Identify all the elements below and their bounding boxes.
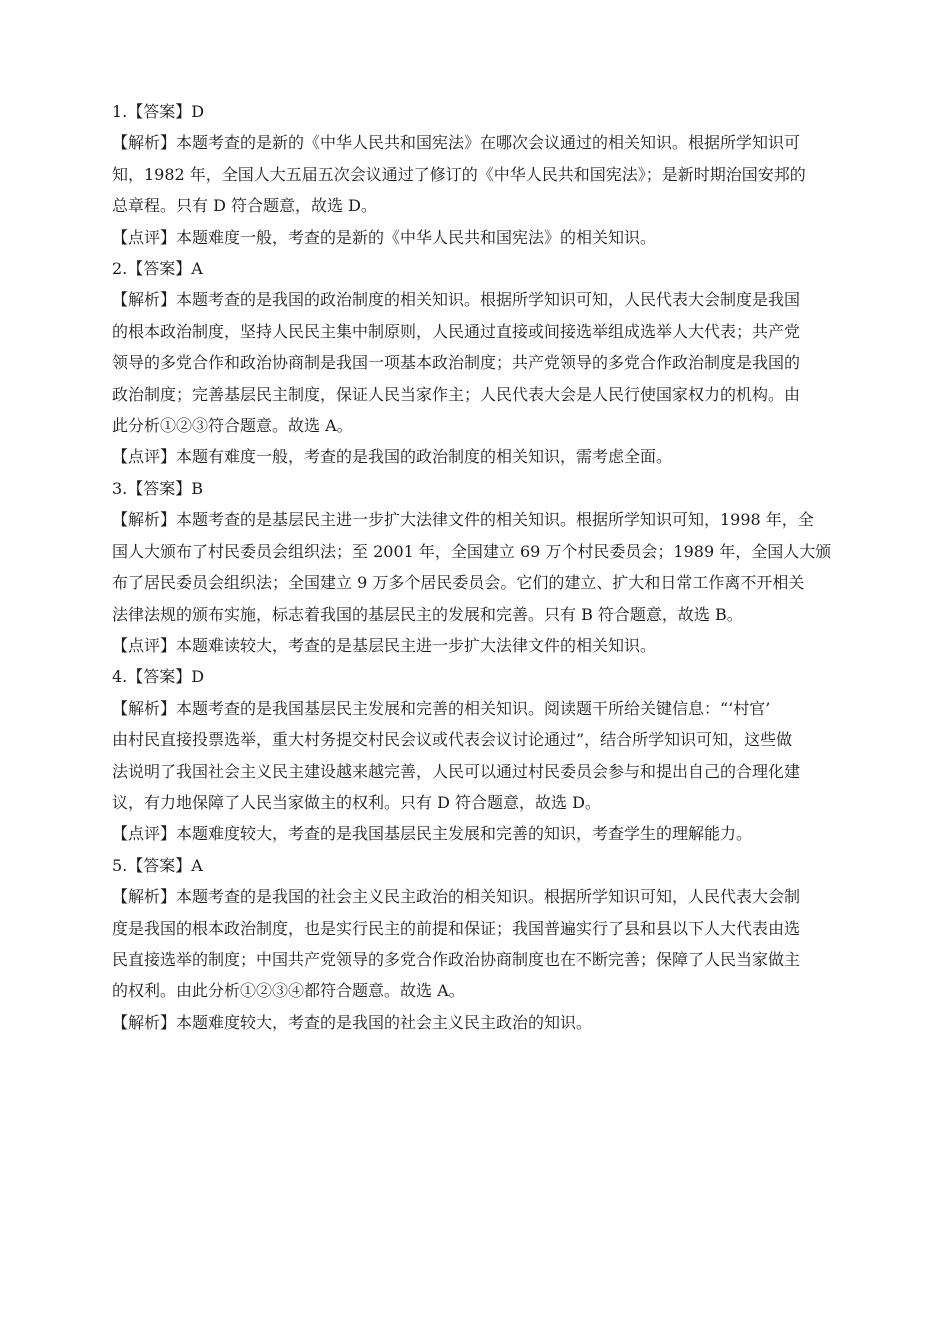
answer-line: 5.【答案】A bbox=[112, 855, 203, 875]
comment-line: 【点评】本题难度较大，考查的是我国基层民主发展和完善的知识，考查学生的理解能力。 bbox=[112, 824, 753, 844]
comment-line: 【点评】本题有难度一般，考查的是我国的政治制度的相关知识，需考虑全面。 bbox=[112, 447, 673, 467]
analysis-paragraph bbox=[112, 284, 846, 441]
question-block-5 bbox=[112, 850, 846, 1038]
analysis-line: 由村民直接投票选举，重大村务提交村民会议或代表会议讨论通过”，结合所学知识可知，这些做 bbox=[112, 730, 793, 750]
answer-document bbox=[112, 96, 846, 1038]
analysis-line: 民直接选举的制度；中国共产党领导的多党合作政治协商制度也在不断完善；保障了人民当家做主 bbox=[112, 949, 801, 969]
analysis-line: 法律法规的颁布实施，标志着我国的基层民主的发展和完善。只有 B 符合题意，故选 B。 bbox=[112, 604, 743, 624]
question-block-1 bbox=[112, 96, 846, 253]
analysis-line: 【解析】本题考查的是新的《中华人民共和国宪法》在哪次会议通过的相关知识。根据所学知识可 bbox=[112, 133, 801, 153]
analysis-line: 度是我国的根本政治制度，也是实行民主的前提和保证；我国普遍实行了县和县以下人大代表由选 bbox=[112, 918, 801, 938]
answer-line: 1.【答案】D bbox=[112, 102, 205, 121]
analysis-line: 法说明了我国社会主义民主建设越来越完善，人民可以通过村民委员会参与和提出自己的合理化建 bbox=[112, 761, 801, 781]
answer-line: 3.【答案】B bbox=[112, 478, 204, 498]
analysis-paragraph bbox=[112, 504, 846, 630]
analysis-paragraph bbox=[112, 693, 846, 819]
analysis-paragraph bbox=[112, 127, 846, 221]
answer-line: 4.【答案】D bbox=[112, 667, 205, 687]
comment-line: 【解析】本题难度较大，考查的是我国的社会主义民主政治的知识。 bbox=[112, 1012, 593, 1032]
analysis-line: 【解析】本题考查的是我国的政治制度的相关知识。根据所学知识可知，人民代表大会制度是我国 bbox=[112, 290, 801, 310]
analysis-line: 的权利。由此分析①②③④都符合题意。故选 A。 bbox=[112, 981, 465, 1001]
question-block-4 bbox=[112, 661, 846, 849]
analysis-line: 此分析①②③符合题意。故选 A。 bbox=[112, 416, 353, 436]
question-block-2 bbox=[112, 253, 846, 473]
analysis-line: 的根本政治制度，坚持人民民主集中制原则，人民通过直接或间接选举组成选举人大代表；共产党 bbox=[112, 321, 801, 341]
analysis-paragraph bbox=[112, 881, 846, 1007]
analysis-line: 总章程。只有 D 符合题意，故选 D。 bbox=[112, 196, 377, 216]
analysis-line: 知，1982 年，全国人大五届五次会议通过了修订的《中华人民共和国宪法》；是新时期治国安邦的 bbox=[112, 164, 806, 184]
analysis-line: 议，有力地保障了人民当家做主的权利。只有 D 符合题意，故选 D。 bbox=[112, 792, 601, 812]
analysis-line: 【解析】本题考查的是我国的社会主义民主政治的相关知识。根据所学知识可知，人民代表大会制 bbox=[112, 887, 801, 907]
analysis-line: 【解析】本题考查的是我国基层民主发展和完善的相关知识。阅读题干所给关键信息：“‘村官’ bbox=[112, 698, 771, 718]
analysis-line: 国人大颁布了村民委员会组织法；至 2001 年，全国建立 69 万个村民委员会；1989 年，全国人大颁 bbox=[112, 541, 832, 561]
comment-line: 【点评】本题难度一般，考查的是新的《中华人民共和国宪法》的相关知识。 bbox=[112, 227, 657, 247]
answer-line: 2.【答案】A bbox=[112, 259, 203, 279]
analysis-line: 政治制度；完善基层民主制度，保证人民当家作主；人民代表大会是人民行使国家权力的机构。由 bbox=[112, 384, 801, 404]
question-block-3 bbox=[112, 473, 846, 661]
analysis-line: 布了居民委员会组织法；全国建立 9 万多个居民委员会。它们的建立、扩大和日常工作离不开相关 bbox=[112, 573, 805, 593]
comment-line: 【点评】本题难读较大，考查的是基层民主进一步扩大法律文件的相关知识。 bbox=[112, 635, 657, 655]
analysis-line: 【解析】本题考查的是基层民主进一步扩大法律文件的相关知识。根据所学知识可知，1998 年，全 bbox=[112, 510, 814, 530]
analysis-line: 领导的多党合作和政治协商制是我国一项基本政治制度；共产党领导的多党合作政治制度是我国的 bbox=[112, 353, 801, 373]
